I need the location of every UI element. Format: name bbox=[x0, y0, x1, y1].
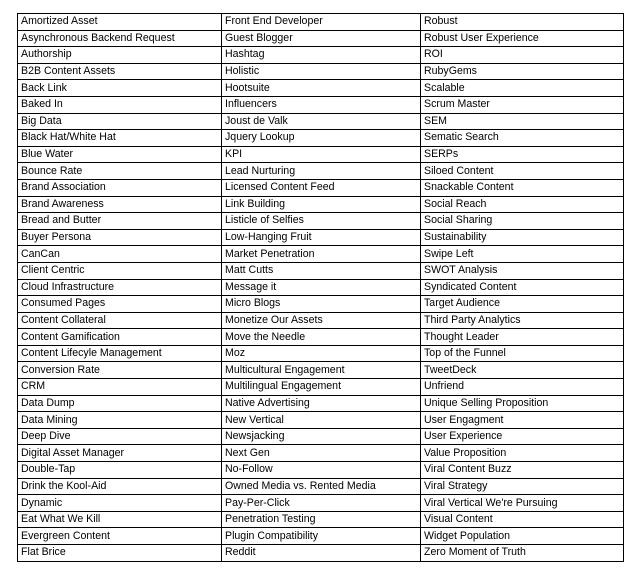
table-cell-column-2: Message it bbox=[222, 279, 421, 296]
table-cell-column-3: Sustainability bbox=[421, 229, 624, 246]
table-row bbox=[18, 511, 624, 528]
table-cell-column-1: Double-Tap bbox=[18, 462, 222, 479]
table-cell-column-3: Visual Content bbox=[421, 511, 624, 528]
table-cell-column-1: Consumed Pages bbox=[18, 296, 222, 313]
table-cell-column-1: B2B Content Assets bbox=[18, 63, 222, 80]
table-row bbox=[18, 362, 624, 379]
table-row bbox=[18, 229, 624, 246]
table-cell-column-1: Buyer Persona bbox=[18, 229, 222, 246]
table-cell-column-2: No-Follow bbox=[222, 462, 421, 479]
table-row bbox=[18, 80, 624, 97]
table-cell-column-2: Low-Hanging Fruit bbox=[222, 229, 421, 246]
table-cell-column-2: Link Building bbox=[222, 196, 421, 213]
table-cell-column-2: Market Penetration bbox=[222, 246, 421, 263]
table-cell-column-3: Zero Moment of Truth bbox=[421, 545, 624, 562]
table-row bbox=[18, 30, 624, 47]
table-cell-column-3: SERPs bbox=[421, 146, 624, 163]
table-cell-column-1: Cloud Infrastructure bbox=[18, 279, 222, 296]
buzzword-table bbox=[17, 13, 624, 562]
table-cell-column-2: Reddit bbox=[222, 545, 421, 562]
table-cell-column-1: Content Collateral bbox=[18, 312, 222, 329]
table-cell-column-2: Influencers bbox=[222, 96, 421, 113]
table-cell-column-2: Native Advertising bbox=[222, 395, 421, 412]
table-cell-column-1: Back Link bbox=[18, 80, 222, 97]
table-cell-column-1: Baked In bbox=[18, 96, 222, 113]
table-cell-column-1: Data Dump bbox=[18, 395, 222, 412]
table-cell-column-2: Owned Media vs. Rented Media bbox=[222, 478, 421, 495]
table-cell-column-2: Listicle of Selfies bbox=[222, 213, 421, 230]
table-cell-column-3: User Engagment bbox=[421, 412, 624, 429]
table-cell-column-3: Social Sharing bbox=[421, 213, 624, 230]
table-row bbox=[18, 379, 624, 396]
table-row bbox=[18, 345, 624, 362]
table-row bbox=[18, 462, 624, 479]
table-cell-column-3: Viral Vertical We're Pursuing bbox=[421, 495, 624, 512]
table-cell-column-3: Value Proposition bbox=[421, 445, 624, 462]
table-cell-column-2: Multicultural Engagement bbox=[222, 362, 421, 379]
table-cell-column-3: Target Audience bbox=[421, 296, 624, 313]
table-cell-column-2: New Vertical bbox=[222, 412, 421, 429]
table-cell-column-3: Social Reach bbox=[421, 196, 624, 213]
table-cell-column-2: Licensed Content Feed bbox=[222, 179, 421, 196]
table-cell-column-2: Next Gen bbox=[222, 445, 421, 462]
table-cell-column-2: Multilingual Engagement bbox=[222, 379, 421, 396]
table-cell-column-1: CRM bbox=[18, 379, 222, 396]
table-cell-column-3: Scalable bbox=[421, 80, 624, 97]
table-row bbox=[18, 296, 624, 313]
table-row bbox=[18, 146, 624, 163]
table-cell-column-1: Bounce Rate bbox=[18, 163, 222, 180]
table-cell-column-3: Swipe Left bbox=[421, 246, 624, 263]
table-cell-column-3: Widget Population bbox=[421, 528, 624, 545]
table-cell-column-1: Conversion Rate bbox=[18, 362, 222, 379]
table-cell-column-3: Siloed Content bbox=[421, 163, 624, 180]
table-cell-column-3: Robust User Experience bbox=[421, 30, 624, 47]
table-cell-column-2: Hootsuite bbox=[222, 80, 421, 97]
table-cell-column-3: Unfriend bbox=[421, 379, 624, 396]
table-row bbox=[18, 445, 624, 462]
table-cell-column-1: Black Hat/White Hat bbox=[18, 130, 222, 147]
table-cell-column-2: Guest Blogger bbox=[222, 30, 421, 47]
table-row bbox=[18, 130, 624, 147]
table-row bbox=[18, 179, 624, 196]
table-cell-column-1: Brand Association bbox=[18, 179, 222, 196]
table-cell-column-2: Move the Needle bbox=[222, 329, 421, 346]
table-cell-column-2: Hashtag bbox=[222, 47, 421, 64]
table-cell-column-1: Eat What We Kill bbox=[18, 511, 222, 528]
table-row bbox=[18, 312, 624, 329]
table-cell-column-2: Newsjacking bbox=[222, 428, 421, 445]
table-cell-column-3: Snackable Content bbox=[421, 179, 624, 196]
table-cell-column-1: Drink the Kool-Aid bbox=[18, 478, 222, 495]
table-cell-column-3: RubyGems bbox=[421, 63, 624, 80]
table-cell-column-2: Penetration Testing bbox=[222, 511, 421, 528]
table-row bbox=[18, 47, 624, 64]
table-cell-column-2: KPI bbox=[222, 146, 421, 163]
table-cell-column-3: Thought Leader bbox=[421, 329, 624, 346]
table-cell-column-1: Asynchronous Backend Request bbox=[18, 30, 222, 47]
table-cell-column-3: Scrum Master bbox=[421, 96, 624, 113]
table-cell-column-3: Syndicated Content bbox=[421, 279, 624, 296]
table-row bbox=[18, 262, 624, 279]
table-cell-column-2: Lead Nurturing bbox=[222, 163, 421, 180]
table-cell-column-1: Client Centric bbox=[18, 262, 222, 279]
table-cell-column-1: Blue Water bbox=[18, 146, 222, 163]
table-cell-column-2: Pay-Per-Click bbox=[222, 495, 421, 512]
table-row bbox=[18, 63, 624, 80]
table-cell-column-1: Flat Brice bbox=[18, 545, 222, 562]
table-cell-column-3: User Experience bbox=[421, 428, 624, 445]
table-row bbox=[18, 163, 624, 180]
table-cell-column-1: Content Gamification bbox=[18, 329, 222, 346]
table-cell-column-1: Data Mining bbox=[18, 412, 222, 429]
table-row bbox=[18, 246, 624, 263]
table-cell-column-3: Robust bbox=[421, 14, 624, 31]
table-row bbox=[18, 213, 624, 230]
table-cell-column-2: Jquery Lookup bbox=[222, 130, 421, 147]
table-cell-column-1: Digital Asset Manager bbox=[18, 445, 222, 462]
table-cell-column-3: Top of the Funnel bbox=[421, 345, 624, 362]
table-row bbox=[18, 329, 624, 346]
table-row bbox=[18, 395, 624, 412]
table-cell-column-2: Micro Blogs bbox=[222, 296, 421, 313]
table-cell-column-3: Viral Strategy bbox=[421, 478, 624, 495]
table-row bbox=[18, 14, 624, 31]
table-cell-column-1: Deep Dive bbox=[18, 428, 222, 445]
table-row bbox=[18, 196, 624, 213]
table-cell-column-1: Dynamic bbox=[18, 495, 222, 512]
table-row bbox=[18, 428, 624, 445]
buzzword-table-body bbox=[18, 14, 624, 562]
table-cell-column-1: Authorship bbox=[18, 47, 222, 64]
table-cell-column-3: Unique Selling Proposition bbox=[421, 395, 624, 412]
table-cell-column-1: Evergreen Content bbox=[18, 528, 222, 545]
table-cell-column-3: Sematic Search bbox=[421, 130, 624, 147]
table-cell-column-2: Joust de Valk bbox=[222, 113, 421, 130]
table-cell-column-2: Plugin Compatibility bbox=[222, 528, 421, 545]
table-cell-column-3: Third Party Analytics bbox=[421, 312, 624, 329]
table-cell-column-2: Moz bbox=[222, 345, 421, 362]
table-row bbox=[18, 113, 624, 130]
table-row bbox=[18, 478, 624, 495]
table-row bbox=[18, 96, 624, 113]
table-cell-column-1: Brand Awareness bbox=[18, 196, 222, 213]
table-row bbox=[18, 279, 624, 296]
table-cell-column-1: Content Lifecyle Management bbox=[18, 345, 222, 362]
table-cell-column-3: SEM bbox=[421, 113, 624, 130]
table-cell-column-2: Monetize Our Assets bbox=[222, 312, 421, 329]
table-cell-column-1: Big Data bbox=[18, 113, 222, 130]
table-cell-column-2: Front End Developer bbox=[222, 14, 421, 31]
table-cell-column-3: SWOT Analysis bbox=[421, 262, 624, 279]
table-cell-column-2: Holistic bbox=[222, 63, 421, 80]
table-row bbox=[18, 412, 624, 429]
table-row bbox=[18, 528, 624, 545]
table-cell-column-3: ROI bbox=[421, 47, 624, 64]
table-cell-column-1: Amortized Asset bbox=[18, 14, 222, 31]
table-cell-column-1: Bread and Butter bbox=[18, 213, 222, 230]
table-cell-column-2: Matt Cutts bbox=[222, 262, 421, 279]
table-row bbox=[18, 545, 624, 562]
table-cell-column-3: TweetDeck bbox=[421, 362, 624, 379]
table-row bbox=[18, 495, 624, 512]
table-cell-column-3: Viral Content Buzz bbox=[421, 462, 624, 479]
table-cell-column-1: CanCan bbox=[18, 246, 222, 263]
